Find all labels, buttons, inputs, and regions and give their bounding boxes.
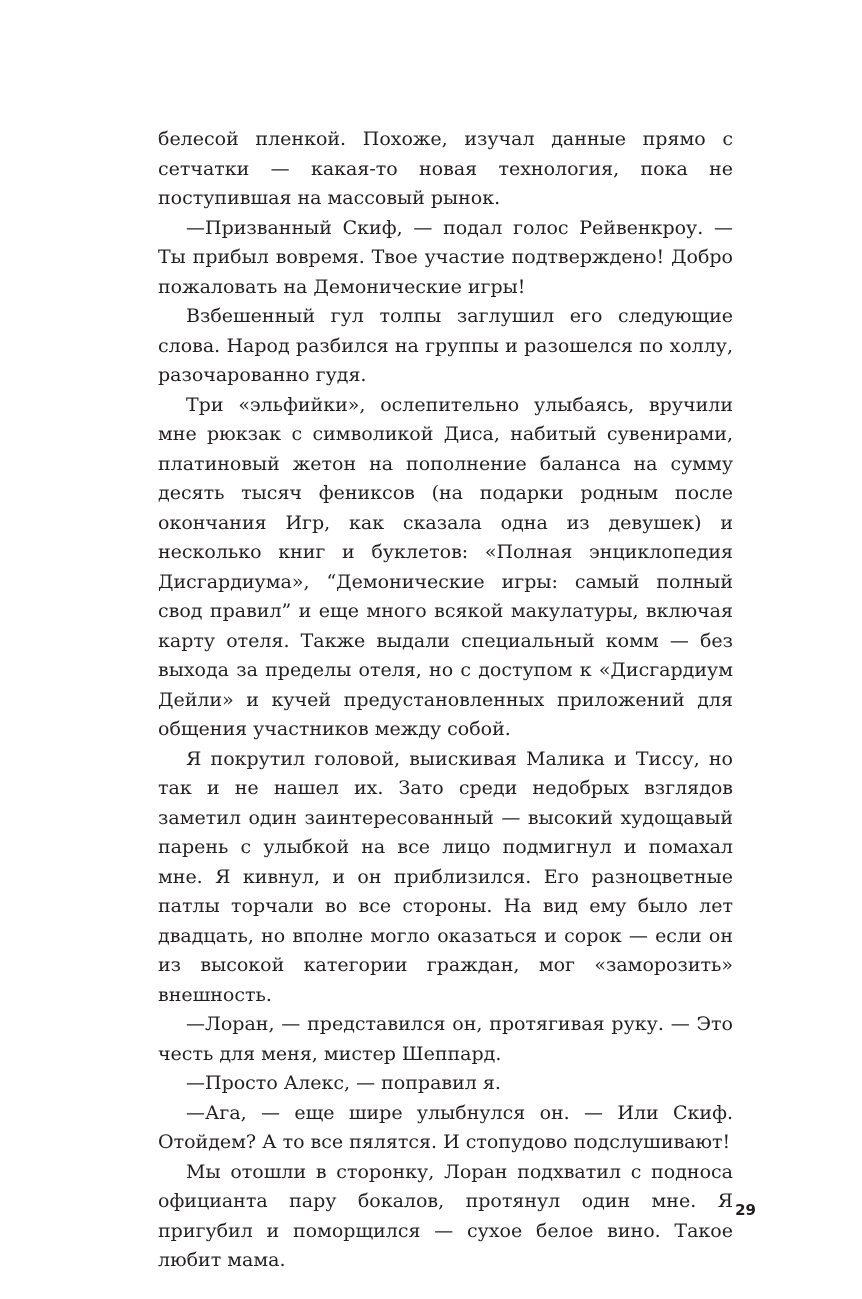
paragraph-looking-around: Я покрутил головой, выискивая Малика и Тиссу, но так и не нашел их. Зато среди недобрых взглядов заметил один заинтересованный — высокий худощавый парень с улыбкой на все лицо подмигнул и помахал мне. Я кивнул, и он приблизился. Его разноцветные патлы торчали во все стороны. На вид ему было лет двадцать, но вполне могло оказаться и сорок — если он из высокой категории граждан, мог «заморозить» внешность. (158, 747, 733, 1006)
paragraph-elves-gifts: Три «эльфийки», ослепительно улыбаясь, вручили мне рюкзак с символикой Диса, набитый сувенирами, платиновый жетон на пополнение баланса на сумму десять тысяч фениксов (на подарки родным после окончания Игр, как сказала одна из девушек) и несколько книг и буклетов: «Полная энциклопедия Дисгардиума», “Демонические игры: самый полный свод правил” и еще много всякой макулатуры, включая карту отеля. Также выдали специальный комм — без выхода за пределы отеля, но с доступом к «Дисгардиум Дейли» и кучей предустановленных приложений для общения участников между собой. (158, 393, 733, 740)
body-text (158, 125, 733, 1276)
paragraph-continuation: белесой пленкой. Похоже, изучал данные прямо с сетчатки — какая-то новая технология, пока не поступившая на массовый рынок. (158, 128, 733, 209)
page-number: 29 (735, 1201, 756, 1219)
paragraph-dialogue-aga: —Ага, — еще шире улыбнулся он. — Или Скиф. Отойдем? А то все пялятся. И стопудово подслушивают! (158, 1101, 733, 1153)
paragraph-crowd: Взбешенный гул толпы заглушил его следующие слова. Народ разбился на группы и разошелся по холлу, разочарованно гудя. (158, 305, 733, 386)
paragraph-dialogue-loran: —Лоран, — представился он, протягивая руку. — Это честь для меня, мистер Шеппард. (158, 1013, 733, 1065)
paragraph-dialogue-alex: —Просто Алекс, — поправил я. (186, 1072, 501, 1094)
paragraph-dialogue-raven: —Призванный Скиф, — подал голос Рейвенкроу. — Ты прибыл вовремя. Твое участие подтверждено! Добро пожаловать на Демонические игры! (158, 216, 733, 298)
paragraph-wine: Мы отошли в сторонку, Лоран подхватил с подноса официанта пару бокалов, протянул один мне. Я пригубил и поморщился — сухое белое вино. Такое любит мама. (158, 1160, 733, 1271)
